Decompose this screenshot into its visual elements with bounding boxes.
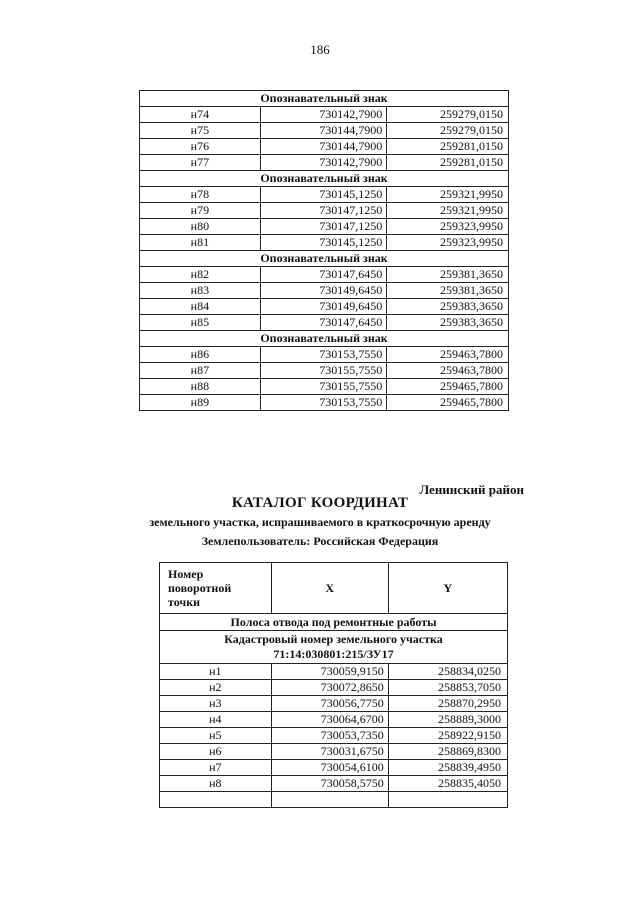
x-coordinate-cell: [271, 792, 388, 808]
y-coordinate-cell: 258853,7050: [388, 680, 507, 696]
x-coordinate-cell: 730059,9150: [271, 664, 388, 680]
coordinates-table-continued: [139, 90, 509, 411]
table-row: [140, 235, 509, 251]
y-coordinate-cell: 259383,3650: [387, 315, 509, 331]
table-row: [140, 187, 509, 203]
point-number-cell: н81: [140, 235, 261, 251]
point-number-cell: н80: [140, 219, 261, 235]
point-number-cell: н8: [160, 776, 272, 792]
x-coordinate-cell: 730149,6450: [260, 283, 387, 299]
x-coordinate-cell: 730144,7900: [260, 139, 387, 155]
table-row: [160, 744, 508, 760]
section-row: [140, 171, 509, 187]
y-coordinate-cell: 259463,7800: [387, 347, 509, 363]
x-coordinate-cell: 730058,5750: [271, 776, 388, 792]
x-coordinate-cell: 730149,6450: [260, 299, 387, 315]
table-row: [140, 203, 509, 219]
header-point-number-line2: поворотной: [168, 581, 232, 595]
table-row: [140, 379, 509, 395]
point-number-cell: н84: [140, 299, 261, 315]
header-point-number: [160, 563, 272, 614]
section-row: [140, 331, 509, 347]
section-title: Опознавательный знак: [140, 171, 509, 187]
y-coordinate-cell: 259279,0150: [387, 123, 509, 139]
y-coordinate-cell: [388, 792, 507, 808]
coordinates-table-body: [140, 91, 509, 411]
point-number-cell: [160, 792, 272, 808]
point-number-cell: н74: [140, 107, 261, 123]
y-coordinate-cell: 259465,7800: [387, 395, 509, 411]
point-number-cell: н82: [140, 267, 261, 283]
x-coordinate-cell: 730153,7550: [260, 395, 387, 411]
point-number-cell: н79: [140, 203, 261, 219]
table-row: [160, 728, 508, 744]
table-header-row: [160, 563, 508, 614]
table-row: [140, 155, 509, 171]
table-row: [140, 123, 509, 139]
x-coordinate-cell: 730053,7350: [271, 728, 388, 744]
coordinates-catalog-table: [159, 562, 508, 808]
y-coordinate-cell: 259323,9950: [387, 219, 509, 235]
y-coordinate-cell: 258839,4950: [388, 760, 507, 776]
y-coordinate-cell: 259323,9950: [387, 235, 509, 251]
point-number-cell: н5: [160, 728, 272, 744]
point-number-cell: н86: [140, 347, 261, 363]
point-number-cell: н78: [140, 187, 261, 203]
section-row: [160, 614, 508, 631]
point-number-cell: н1: [160, 664, 272, 680]
header-point-number-line1: Номер: [168, 567, 204, 581]
y-coordinate-cell: 259321,9950: [387, 203, 509, 219]
land-user-line: Землепользователь: Российская Федерация: [201, 534, 439, 548]
x-coordinate-cell: 730142,7900: [260, 107, 387, 123]
section-row: [140, 91, 509, 107]
x-coordinate-cell: 730153,7550: [260, 347, 387, 363]
point-number-cell: н77: [140, 155, 261, 171]
table-row: [140, 107, 509, 123]
x-coordinate-cell: 730072,8650: [271, 680, 388, 696]
table-row: [140, 363, 509, 379]
y-coordinate-cell: 258869,8300: [388, 744, 507, 760]
x-coordinate-cell: 730155,7550: [260, 379, 387, 395]
y-coordinate-cell: 258835,4050: [388, 776, 507, 792]
cadastral-label: Кадастровый номер земельного участка: [224, 632, 443, 646]
cadastral-row: [160, 631, 508, 664]
y-coordinate-cell: 259465,7800: [387, 379, 509, 395]
y-coordinate-cell: 259463,7800: [387, 363, 509, 379]
x-coordinate-cell: 730147,6450: [260, 315, 387, 331]
x-coordinate-cell: 730056,7750: [271, 696, 388, 712]
x-coordinate-cell: 730147,1250: [260, 203, 387, 219]
y-coordinate-cell: 259381,3650: [387, 267, 509, 283]
section-title: Полоса отвода под ремонтные работы: [160, 614, 508, 631]
catalog-title: КАТАЛОГ КООРДИНАТ: [231, 495, 409, 511]
y-coordinate-cell: 259281,0150: [387, 155, 509, 171]
table-row: [140, 219, 509, 235]
x-coordinate-cell: 730155,7550: [260, 363, 387, 379]
table-row: [140, 347, 509, 363]
point-number-cell: н6: [160, 744, 272, 760]
district-label: Ленинский район: [419, 482, 524, 497]
point-number-cell: н4: [160, 712, 272, 728]
table-row: [160, 760, 508, 776]
point-number-cell: н83: [140, 283, 261, 299]
cadastral-number: 71:14:030801:215/ЗУ17: [273, 647, 394, 661]
catalog-subtitle: земельного участка, испрашиваемого в краткосрочную аренду: [149, 515, 491, 529]
table-row: [160, 776, 508, 792]
table-row: [160, 680, 508, 696]
y-coordinate-cell: 259321,9950: [387, 187, 509, 203]
table-row: [160, 696, 508, 712]
y-coordinate-cell: 259381,3650: [387, 283, 509, 299]
section-row: [140, 251, 509, 267]
x-coordinate-cell: 730147,1250: [260, 219, 387, 235]
point-number-cell: н2: [160, 680, 272, 696]
catalog-table-body: [160, 614, 508, 808]
empty-row: [160, 792, 508, 808]
section-title: Опознавательный знак: [140, 251, 509, 267]
table-row: [140, 299, 509, 315]
point-number-cell: н89: [140, 395, 261, 411]
y-coordinate-cell: 258834,0250: [388, 664, 507, 680]
table-row: [140, 395, 509, 411]
x-coordinate-cell: 730054,6100: [271, 760, 388, 776]
y-coordinate-cell: 259281,0150: [387, 139, 509, 155]
table-row: [160, 712, 508, 728]
y-coordinate-cell: 258870,2950: [388, 696, 507, 712]
point-number-cell: н88: [140, 379, 261, 395]
section-title: Опознавательный знак: [140, 331, 509, 347]
point-number-cell: н85: [140, 315, 261, 331]
y-coordinate-cell: 258889,3000: [388, 712, 507, 728]
header-point-number-line3: точки: [168, 595, 201, 609]
y-coordinate-cell: 259383,3650: [387, 299, 509, 315]
table-row: [140, 139, 509, 155]
table-row: [140, 283, 509, 299]
header-x: X: [271, 563, 388, 614]
x-coordinate-cell: 730144,7900: [260, 123, 387, 139]
table-row: [140, 267, 509, 283]
table-row: [160, 664, 508, 680]
page-number: 186: [310, 42, 330, 57]
x-coordinate-cell: 730031,6750: [271, 744, 388, 760]
point-number-cell: н75: [140, 123, 261, 139]
section-title: Опознавательный знак: [140, 91, 509, 107]
point-number-cell: н7: [160, 760, 272, 776]
x-coordinate-cell: 730064,6700: [271, 712, 388, 728]
cadastral-cell: [160, 631, 508, 664]
table-row: [140, 315, 509, 331]
point-number-cell: н3: [160, 696, 272, 712]
y-coordinate-cell: 259279,0150: [387, 107, 509, 123]
y-coordinate-cell: 258922,9150: [388, 728, 507, 744]
header-y: Y: [388, 563, 507, 614]
x-coordinate-cell: 730145,1250: [260, 235, 387, 251]
x-coordinate-cell: 730145,1250: [260, 187, 387, 203]
x-coordinate-cell: 730142,7900: [260, 155, 387, 171]
point-number-cell: н87: [140, 363, 261, 379]
x-coordinate-cell: 730147,6450: [260, 267, 387, 283]
point-number-cell: н76: [140, 139, 261, 155]
